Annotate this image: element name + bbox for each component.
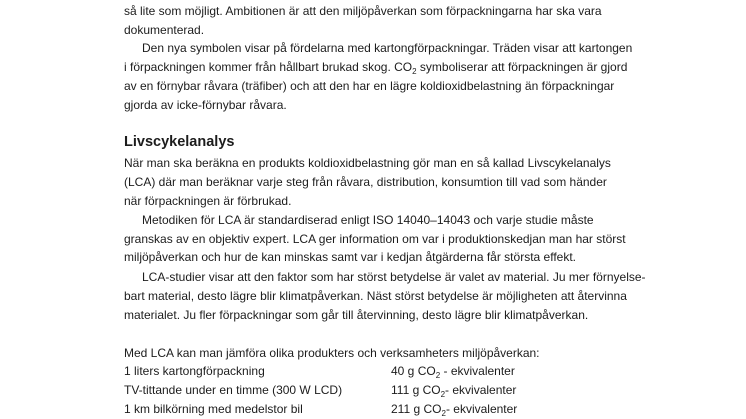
paragraph-3-line-1: När man ska beräkna en produkts koldioxidbelastning gör man en så kallad Livscykelanalys	[124, 156, 611, 170]
comparison-item: 1 liters kartongförpackning	[124, 364, 265, 378]
value-number: 211 g CO	[391, 402, 442, 416]
value-number: 111 g CO	[391, 383, 441, 397]
section-heading: Livscykelanalys	[124, 134, 235, 150]
paragraph-3-line-2: (LCA) där man beräknar varje steg från råvara, distribution, konsumtion till vad som händer	[124, 175, 607, 189]
paragraph-5-line-3: materialet. Ju fler förpackningar som går till återvinning, desto lägre blir klimatpåverkan.	[124, 308, 589, 322]
comparison-value	[391, 383, 516, 398]
value-subscript: 2	[435, 371, 441, 380]
comparison-value	[391, 402, 517, 417]
comparison-value	[391, 364, 515, 379]
comparison-intro: Med LCA kan man jämföra olika produkters och verksamheters miljöpåverkan:	[124, 346, 540, 360]
paragraph-2-line-1: Den nya symbolen visar på fördelarna med kartongförpackningar. Träden visar att kartongen	[142, 41, 633, 55]
value-unit: - ekvivalenter	[445, 402, 518, 416]
value-unit: - ekvivalenter	[445, 383, 517, 397]
value-subscript: 2	[441, 409, 446, 418]
value-subscript: 2	[440, 390, 446, 399]
comparison-item: 1 km bilkörning med medelstor bil	[124, 402, 303, 416]
paragraph-1-line-1: så lite som möjligt. Ambitionen är att den miljöpåverkan som förpackningarna har ska vara	[124, 4, 602, 18]
paragraph-2-line-3: av en förnybar råvara (träfiber) och att den har en lägre koldioxidbelastning än förpackningar	[124, 79, 615, 93]
value-number: 40 g CO	[391, 364, 436, 378]
paragraph-2-line-2-rest: symboliserar att förpackningen är gjord	[416, 60, 628, 74]
paragraph-3-line-3: när förpackningen är förbrukad.	[124, 194, 292, 208]
paragraph-5-line-1: LCA-studier visar att den faktor som har störst betydelse är valet av material. Ju mer förnyelse-	[142, 270, 646, 284]
paragraph-4-line-3: miljöpåverkan och hur de kan minskas samt var i kedjan åtgärderna får största effekt.	[124, 250, 576, 264]
paragraph-4-line-2: granskas av en objektiv expert. LCA ger information om var i produktionskedjan man har störst	[124, 232, 626, 246]
paragraph-2-line-4: gjorda av icke-förnybar råvara.	[124, 98, 287, 112]
paragraph-4-line-1: Metodiken för LCA är standardiserad enligt ISO 14040–14043 och varje studie måste	[142, 213, 594, 227]
comparison-item: TV-tittande under en timme (300 W LCD)	[124, 383, 343, 397]
co2-subscript: 2	[412, 67, 417, 76]
paragraph-5-line-2: bart material, desto lägre blir klimatpåverkan. Näst störst betydelse är möjligheten att återvinna	[124, 289, 627, 303]
paragraph-1-line-2: dokumenterad.	[124, 23, 205, 37]
value-unit: - ekvivalenter	[440, 364, 515, 378]
paragraph-2-line-2	[124, 60, 627, 75]
co2-text: i förpackningen kommer från hållbart brukad skog. CO	[124, 60, 413, 74]
